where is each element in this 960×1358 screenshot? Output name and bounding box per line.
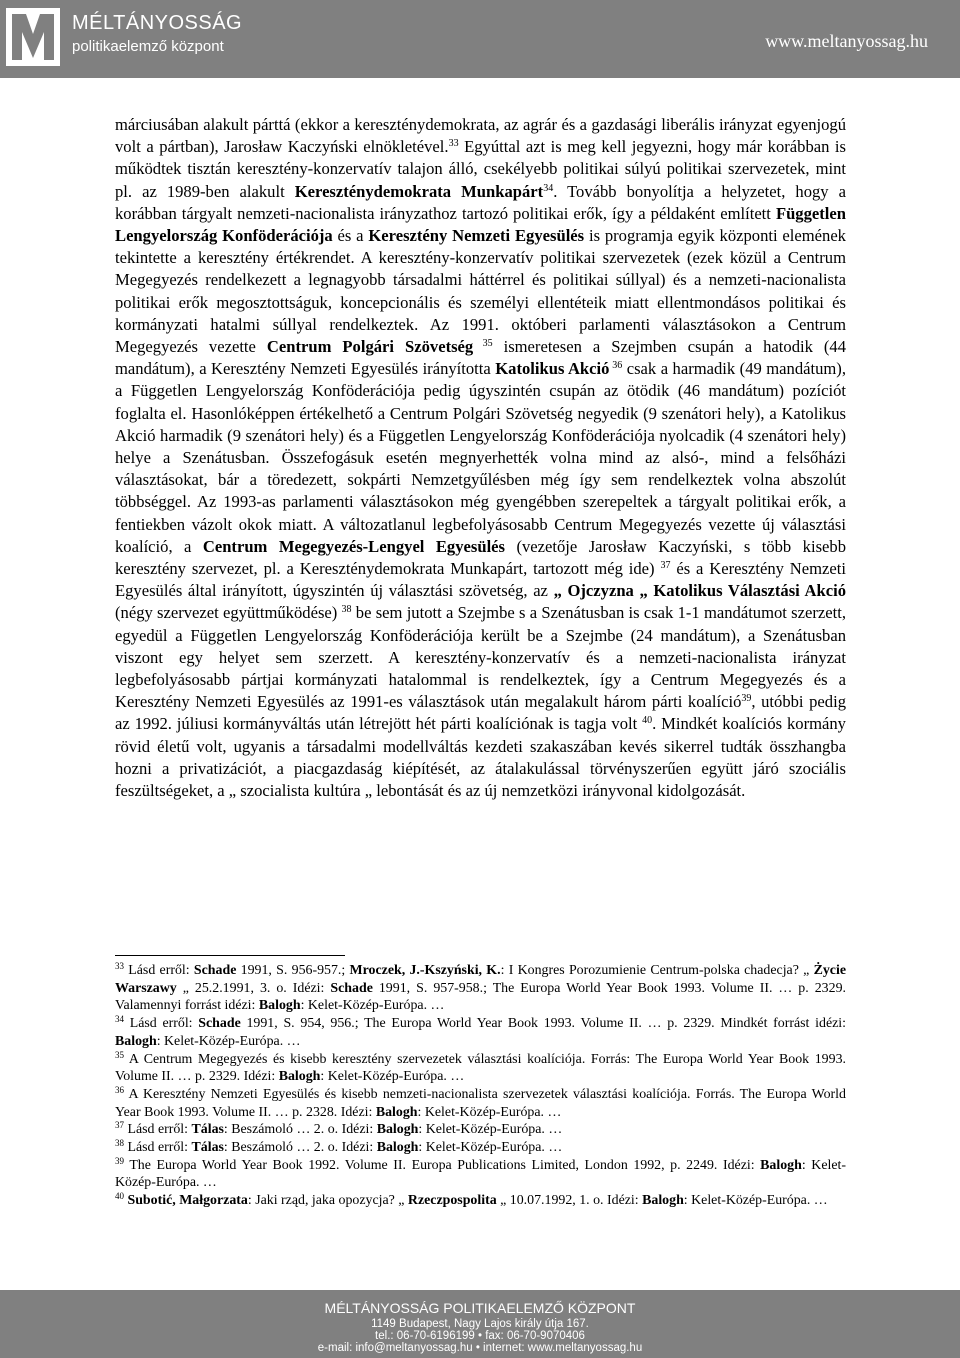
footnote-ref-37[interactable]: 37 [660, 560, 671, 572]
footnote-40 [115, 1192, 846, 1210]
bold-term: Kereszténydemokrata Munkapárt [294, 181, 544, 201]
text-span: (vezetője Jarosław Kaczyński, s több kisebb keresztény szervezet, pl. a Kereszténydemokrata Munkapárt, tartozott még ide) [115, 536, 846, 579]
brand-name: MÉLTÁNYOSSÁG [72, 12, 243, 34]
footnote-number: 40 [115, 1191, 124, 1202]
bold-term: Rzeczpospolita [407, 1193, 497, 1209]
bold-term: Katolikus Akció [495, 359, 610, 379]
bold-term: Keresztény Nemzeti Egyesülés [368, 226, 585, 246]
text-span: Lásd erről: [124, 1122, 192, 1138]
footer-phone-fax: tel.: 06-70-6196199 • fax: 06-70-9070406 [375, 1330, 585, 1342]
text-span: 1991, S. 956-957.; [236, 963, 350, 978]
footnote-ref-36[interactable]: 36 [609, 360, 623, 372]
footnote-34 [115, 1015, 846, 1050]
bold-term: Tálas [191, 1122, 224, 1138]
body-text [115, 114, 846, 802]
bold-term: Balogh [258, 998, 301, 1014]
text-span: . Mindkét koalíciós kormány rövid életű volt, ugyanis a társadalmi modellváltás kezdeti szakaszában kevés sikerrel tudták összhangba hozni a privatizációt, a piacgazdaság kiépítését, az átalakulással törvényszerűen együtt járó szociális feszültségeket, a „ szocialista kultúra „ lebontását és az új nemzetközi irányvonal kidolgozását. [115, 714, 846, 801]
text-span: . Tovább bonyolítja a helyzetet, hogy a korábban tárgyalt nemzeti-nacionalista irányzathoz tartozó politikai erők, így a példaként említett [115, 181, 846, 223]
page-footer [0, 1290, 960, 1358]
bold-term: Schade [193, 963, 237, 978]
bold-term: Balogh [760, 1157, 802, 1173]
footnote-ref-39[interactable]: 39 [741, 693, 752, 705]
text-span: : Kelet-Közép-Európa. … [156, 1033, 301, 1049]
text-span: : Kelet-Közép-Európa. … [418, 1122, 563, 1138]
text-span: : Kelet-Közép-Európa. … [418, 1140, 563, 1156]
footnote-ref-34[interactable]: 34 [543, 182, 554, 194]
text-span: ismeretesen a Szejmben csupán a hatodik (44 mandátum), a Keresztény Nemzeti Egyesülés irányította [115, 337, 847, 379]
bold-term: Független Lengyelország Konföderációja [115, 203, 846, 246]
text-span: márciusában alakult párttá (ekkor a kereszténydemokrata, az agrár és a gazdasági liberális irányzat egyenjogú volt a pártban), Jarosław Kaczyński elnökletével. [115, 115, 846, 157]
text-span: Egyúttal azt is meg kell jegyezni, hogy már korábban is működtek tisztán keresztény-konzervatív talajon álló, csekélyebb politikai súlyú politikai szervezetek, mint pl. az 1989-ben alakult [115, 137, 846, 201]
bold-term: Balogh [376, 1140, 419, 1156]
text-span: : Beszámoló … 2. o. Idézi: [223, 1140, 377, 1156]
footer-org-name: MÉLTÁNYOSSÁG POLITIKAELEMZŐ KÖZPONT [324, 1300, 636, 1316]
bold-term: Balogh [376, 1122, 419, 1138]
bold-term: Balogh [278, 1069, 321, 1085]
text-span: : Beszámoló … 2. o. Idézi: [223, 1122, 377, 1138]
footnote-number: 34 [115, 1014, 124, 1025]
text-span: : Kelet-Közép-Európa. … [300, 998, 445, 1014]
footnote-number: 33 [115, 961, 124, 971]
text-span: A Keresztény Nemzeti Egyesülés és kisebb nemzeti-nacionalista szervezetek választási koalíciója. Forrás. The Europa World Year Book 1993. Volume II. … p. 2328. Idézi: [115, 1086, 846, 1120]
text-span: : Jaki rząd, jaka opozycja? „ [247, 1193, 408, 1209]
footnote-ref-33[interactable]: 33 [448, 138, 459, 150]
footnote-36 [115, 1086, 846, 1121]
footnote-33 [115, 962, 846, 1015]
footnote-ref-35[interactable]: 35 [473, 338, 493, 350]
footnote-38 [115, 1139, 846, 1157]
brand-subtitle: politikaelemző központ [72, 38, 224, 55]
bold-term: Centrum Polgári Szövetség [266, 337, 474, 357]
bold-term: Życie Warszawy [115, 963, 846, 996]
text-span: (négy szervezet együttműködése) [115, 603, 342, 623]
bold-term: „ Ojczyzna „ Katolikus Választási Akció [553, 581, 846, 601]
bold-term: Balogh [375, 1104, 418, 1120]
bold-term: Schade [198, 1016, 241, 1032]
text-span: : I Kongres Porozumienie Centrum-polska chadecja? „ [500, 963, 814, 978]
text-span: , utóbbi pedig az 1992. júliusi kormányváltás után létrejött hét párti koalíciónak is tagja volt [115, 692, 846, 734]
text-span: Lásd erről: [124, 1016, 199, 1032]
footnote-number: 36 [115, 1084, 124, 1095]
text-span: : Kelet-Közép-Európa. … [417, 1104, 562, 1120]
footnote-number: 37 [115, 1120, 124, 1131]
footnote-39 [115, 1157, 846, 1192]
footnote-ref-38[interactable]: 38 [341, 604, 352, 616]
page-header [0, 0, 960, 78]
bold-term: Subotić, Małgorzata [127, 1193, 248, 1209]
text-span: „ 10.07.1992, 1. o. Idézi: [496, 1193, 643, 1209]
text-span: : Kelet-Közép-Európa. … [320, 1069, 465, 1085]
footer-address: 1149 Budapest, Nagy Lajos király útja 167. [371, 1318, 589, 1330]
text-span: és a [332, 226, 369, 246]
footer-email-web[interactable]: e-mail: info@meltanyossag.hu • internet: www.meltanyossag.hu [317, 1342, 643, 1354]
text-span: Lásd erről: [124, 963, 194, 978]
text-span: is programja egyik központi elemének tekintette a keresztény értékrendet. A keresztény-konzervatív politikai szervezetek (ezek közül a Centrum Megegyezés rendelkezett a legnagyobb társadalmi háttérrel és politikai súllyal) és a nemzeti-nacionalista politikai erők megosztottságuk, koncepcionális és személyi ellentéteik miatt ellentmondásos politikai és kormányzati hatalmi súllyal rendelkeztek. Az 1991. októberi parlamenti választásokon a Centrum Megegyezés vezette [115, 226, 846, 357]
bold-term: Mroczek, J.-Kszyński, K. [349, 963, 501, 978]
text-span: A Centrum Megegyezés és kisebb keresztény szervezetek választási koalíciója. Forrás: The Europa World Year Book 1993. Volume II. … p. 2329. Idézi: [115, 1051, 846, 1085]
footnote-number: 39 [115, 1155, 124, 1166]
bold-term: Centrum Megegyezés-Lengyel Egyesülés [202, 536, 506, 556]
text-span: Lásd erről: [124, 1140, 192, 1156]
site-url[interactable]: www.meltanyossag.hu [765, 31, 928, 51]
text-span: The Europa World Year Book 1992. Volume II. Europa Publications Limited, London 1992, p. 2249. Idézi: [124, 1157, 761, 1173]
text-span: és a Keresztény Nemzeti Egyesülés által irányított, úgyszintén új választási szövetség, az [115, 559, 847, 601]
bold-term: Balogh [642, 1193, 684, 1209]
text-span: csak a harmadik (49 mandátum), a Független Lengyelország Konföderációja pedig úgyszintén csupán az ötödik (46 mandátum) pozíciót foglalta el. Hasonlóképpen értékelhető a Centrum Polgári Szövetség negyedik (9 szenátori hely), a Katolikus Akció harmadik (9 szenátori hely) és a Független Lengyelország Konföderációja nyolcadik (4 szenátori hely) helye a Szenátusban. Összefogásuk esetén megnyerhették volna mind az alsó-, mind a felsőházi választásokat, bár a töredezett, sokpárti Nemzetgyűlésben még így sem rendelkeztek volna abszolút többséggel. Az 1993-as parlamenti választásokon még gyengébben szerepeltek a tárgyalt politikai erők, a fentiekben vázolt okok miatt. A változatlanul legbefolyásosabb Centrum Megegyezés vezette új választási koalíció, a [115, 359, 846, 556]
footnote-37 [115, 1121, 846, 1139]
text-span: be sem jutott a Szejmbe s a Szenátusban is csak 1-1 mandátumot szerzett, egyedül a Független Lengyelország Konföderációja került be a Szejmbe (24 mandátum), a Szenátusban viszont egy helyet sem szerzett. A keresztény-konzervatív és a nemzeti-nacionalista irányzat legbefolyásosabb pártjai kormányzati hatalommal is rendelkeztek, így a Centrum Megegyezés és a Keresztény Nemzeti Egyesülés az 1991-es választások után megalakult három párti koalíció [115, 603, 846, 712]
footnote-number: 35 [115, 1049, 124, 1060]
footnote-number: 38 [115, 1138, 124, 1149]
meltanyossag-logo-icon [6, 8, 60, 66]
footnotes [115, 962, 846, 1210]
bold-term: Schade [330, 980, 373, 996]
text-span: 1991, S. 957-958.; The Europa World Year Book 1993. Volume II. … p. 2329. Valamennyi forrást idézi: [115, 980, 846, 1014]
text-span: 1991, S. 954, 956.; The Europa World Year Book 1993. Volume II. … p. 2329. Mindkét forrást idézi: [240, 1016, 847, 1032]
footnote-35 [115, 1051, 846, 1086]
bold-term: Tálas [191, 1140, 224, 1156]
text-span: : Kelet-Közép-Európa. … [683, 1193, 828, 1209]
bold-term: Balogh [115, 1033, 157, 1049]
text-span: : Kelet-Közép-Európa. … [115, 1157, 846, 1191]
text-span: „ 25.2.1991, 3. o. Idézi: [176, 980, 331, 996]
footnote-ref-40[interactable]: 40 [642, 715, 653, 727]
footnote-divider [115, 955, 345, 956]
